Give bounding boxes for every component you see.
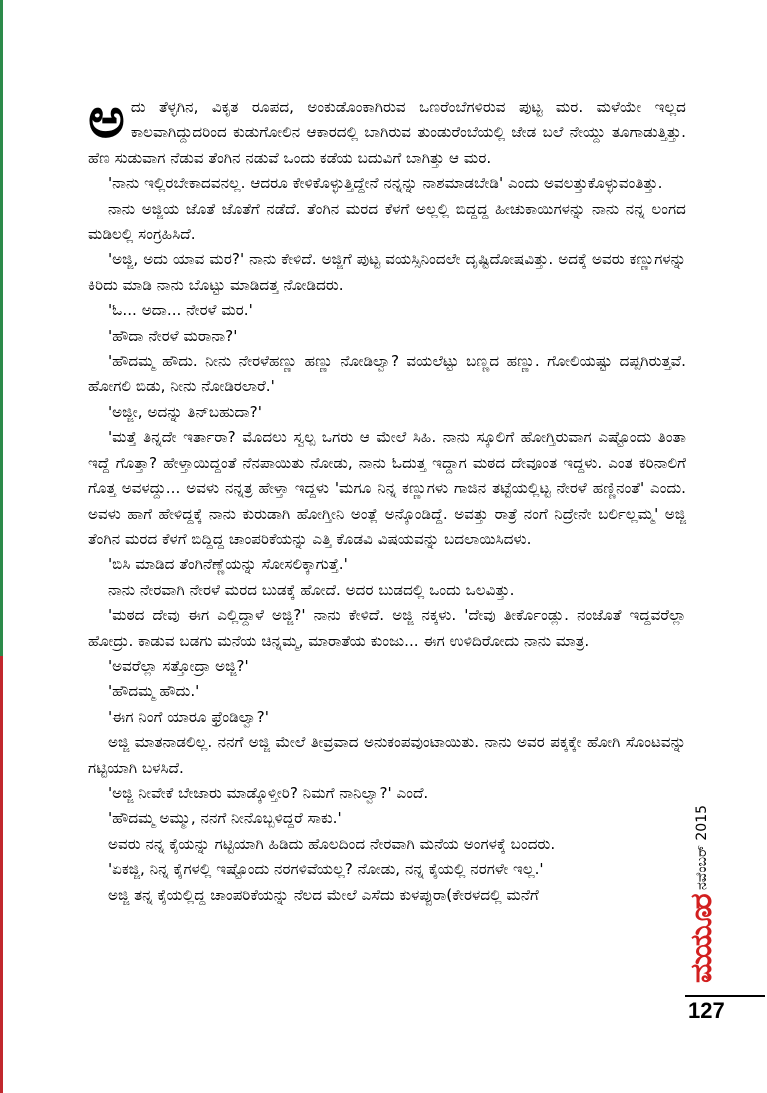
paragraph-6: 'ಹೌದಮ್ಮ ಹೌದು. ನೀನು ನೇರಳೆಹಣ್ಣು ಹಣ್ಣು ನೋಡಿಲ್ವಾ? ವಯಲೆಟ್ಟು ಬಣ್ಣದ ಹಣ್ಣು. ಗೋಲಿಯಷ್ಟು ದಪ್ಪಗಿರುತ್ತವೆ. ಹೋಗಲಿ ಬಿಡು, ನೀನು ನೋಡಿರಲಾರೆ.': [88, 352, 686, 396]
paragraph-4: 'ಓ... ಅದಾ... ನೇರಳೆ ಮರ.': [108, 301, 253, 320]
paragraph-7: 'ಅಜ್ಜೀ, ಅದನ್ನು ತಿನ್‌ಬಹುದಾ?': [108, 402, 262, 421]
magazine-sidebar: [684, 770, 760, 1000]
issue-month: ನವೆಂಬರ್ 2015: [694, 804, 710, 890]
paragraph-10: ನಾನು ನೇರವಾಗಿ ನೇರಳೆ ಮರದ ಬುಡಕ್ಕೆ ಹೋದೆ. ಅದರ ಬುಡದಲ್ಲಿ ಒಂದು ಒಲವಿತ್ತು.: [108, 580, 515, 599]
page-edge-stripe: [0, 0, 3, 1093]
paragraph-19: 'ಏಕಜ್ಜಿ, ನಿನ್ನ ಕೈಗಳಲ್ಲಿ ಇಷ್ಟೊಂದು ನರಗಳಿವೆಯಲ್ಲ? ನೋಡು, ನನ್ನ ಕೈಯಲ್ಲಿ ನರಗಳೇ ಇಲ್ಲ.': [108, 860, 544, 879]
paragraph-5: 'ಹೌದಾ ನೇರಳೆ ಮರಾನಾ?': [108, 326, 238, 345]
paragraph-18: ಅವರು ನನ್ನ ಕೈಯನ್ನು ಗಟ್ಟಿಯಾಗಿ ಹಿಡಿದು ಹೊಲದಿಂದ ನೇರವಾಗಿ ಮನೆಯ ಅಂಗಳಕ್ಕೆ ಬಂದರು.: [108, 834, 556, 853]
paragraph-2: ನಾನು ಅಜ್ಜಿಯ ಜೊತೆ ಜೊತೆಗೆ ನಡೆದೆ. ತೆಂಗಿನ ಮರದ ಕೆಳಗೆ ಅಲ್ಲಲ್ಲಿ ಬಿದ್ದದ್ದ ಹೀಚುಕಾಯಿಗಳನ್ನು ನಾನು ನನ್ನ ಲಂಗದ ಮಡಿಲಲ್ಲಿ ಸಂಗ್ರಹಿಸಿದೆ.: [88, 199, 686, 244]
paragraph-16: 'ಅಜ್ಜಿ ನೀವೇಕೆ ಬೇಜಾರು ಮಾಡ್ಕೊಳ್ತೀರಿ? ನಿಮಗೆ ನಾನಿಲ್ವಾ?' ಎಂದೆ.: [108, 783, 429, 802]
paragraph-17: 'ಹೌದಮ್ಮ ಅಮ್ಮು, ನನಗೆ ನೀನೊಬ್ಬಳಿದ್ದರೆ ಸಾಕು.': [108, 809, 342, 828]
article-body: [88, 86, 686, 908]
drop-cap: ಅ: [88, 86, 125, 151]
page-number: 127: [688, 998, 725, 1023]
paragraph-14: 'ಈಗ ನಿಂಗೆ ಯಾರೂ ಫ್ರೆಂಡಿಲ್ವಾ?': [108, 707, 269, 726]
paragraph-8: 'ಮತ್ತೆ ತಿನ್ನದೇ ಇರ್ತಾರಾ? ಮೊದಲು ಸ್ವಲ್ಪ ಒಗರು ಆ ಮೇಲೆ ಸಿಹಿ. ನಾನು ಸ್ಕೂಲಿಗೆ ಹೋಗ್ತಿರುವಾಗ ಎಷ್ಟೊಂದು ತಿಂತಾ ಇದ್ದೆ ಗೊತ್ತಾ? ಹೇಳ್ತಾಯಿದ್ದಂತೆ ನೆನಪಾಯಿತು ನೋಡು, ನಾನು ಓದುತ್ತ ಇದ್ದಾಗ ಮಠದ ದೇವೂಂತ ಇದ್ದಳು. ಎಂತ ಕರಿನಾಲಿಗೆ ಗೊತ್ತ ಅವಳದ್ದು... ಅವಳು ನನ್ನತ್ರ ಹೇಳ್ತಾ ಇದ್ದಳು 'ಮಗೂ ನಿನ್ನ ಕಣ್ಣುಗಳು ಗಾಜಿನ ತಟ್ಟೆಯಲ್ಲಿಟ್ಟ ನೇರಳೆ ಹಣ್ಣಿನಂತೆ' ಎಂದು. ಅವಳು ಹಾಗೆ ಹೇಳಿದ್ದಕ್ಕೆ ನಾನು ಕುರುಡಾಗಿ ಹೋಗ್ತೀನಿ ಅಂತ್ಲೆ ಅನ್ಕೊಂಡಿದ್ದೆ. ಅವತ್ತು ರಾತ್ರೆ ನಂಗೆ ನಿದ್ರೇನೇ ಬರ್ಲಿಲ್ಲಮ್ಮ' ಅಜ್ಜಿ ತೆಂಗಿನ ಮರದ ಕೆಳಗೆ ಬಿದ್ದಿದ್ದ ಚಾಂಪರಿಕೆಯನ್ನು ಎತ್ತಿ ಕೊಡವಿ ವಿಷಯವನ್ನು ಬದಲಾಯಿಸಿದಳು.: [88, 428, 686, 548]
paragraph-20: ಅಜ್ಜಿ ತನ್ನ ಕೈಯಲ್ಲಿದ್ದ ಚಾಂಪರಿಕೆಯನ್ನು ನೆಲದ ಮೇಲೆ ಎಸೆದು ಕುಳಪ್ಪುರಾ(ಕೇರಳದಲ್ಲಿ ಮನೆಗೆ: [108, 885, 539, 904]
magazine-logo: ಮಯೂರ: [684, 896, 719, 984]
paragraph-1: 'ನಾನು ಇಲ್ಲಿರಬೇಕಾದವನಲ್ಲ. ಆದರೂ ಕೇಳಿಕೊಳ್ಳುತ್ತಿದ್ದೇನೆ ನನ್ನನ್ನು ನಾಶಮಾಡಬೇಡಿ' ಎಂದು ಅವಲತ್ತುಕೊಳ್ಳುವಂತಿತ್ತು.: [108, 174, 663, 193]
paragraph-13: 'ಹೌದಮ್ಮ ಹೌದು.': [108, 682, 200, 701]
paragraph-15: ಅಜ್ಜಿ ಮಾತನಾಡಲಿಲ್ಲ. ನನಗೆ ಅಜ್ಜಿ ಮೇಲೆ ತೀವ್ರವಾದ ಅನುಕಂಪವುಂಟಾಯಿತು. ನಾನು ಅವರ ಪಕ್ಕಕ್ಕೇ ಹೋಗಿ ಸೊಂಟವನ್ನು ಗಟ್ಟಿಯಾಗಿ ಬಳಸಿದೆ.: [88, 733, 686, 777]
paragraph-11: 'ಮಠದ ದೇವು ಈಗ ಎಲ್ಲಿದ್ದಾಳೆ ಅಜ್ಜಿ?' ನಾನು ಕೇಳಿದೆ. ಅಜ್ಜಿ ನಕ್ಕಳು. 'ದೇವು ತೀರ್ಕೊಂಡ್ಲು. ನಂಜೊತೆ ಇದ್ದವರೆಲ್ಲಾ ಹೋದ್ರು. ಕಾಡುವ ಬಡಗು ಮನೆಯ ಚಿನ್ನಮ್ಮ, ಮಾರಾತೆಯ ಕುಂಜು... ಈಗ ಉಳಿದಿರೋದು ನಾನು ಮಾತ್ರ.: [88, 606, 686, 650]
paragraph-9: 'ಬಿಸಿ ಮಾಡಿದ ತೆಂಗಿನೆಣ್ಣೆಯನ್ನು ಸೋಸಲಿಕ್ಕಾಗುತ್ತೆ.': [108, 555, 348, 574]
paragraph-3: 'ಅಜ್ಜಿ, ಅದು ಯಾವ ಮರ?' ನಾನು ಕೇಳಿದೆ. ಅಜ್ಜಿಗೆ ಪುಟ್ಟ ವಯಸ್ಸಿನಿಂದಲೇ ದೃಷ್ಟಿದೋಷವಿತ್ತು. ಅದಕ್ಕೆ ಅವರು ಕಣ್ಣುಗಳನ್ನು ಕಿರಿದು ಮಾಡಿ ನಾನು ಬೊಟ್ಟು ಮಾಡಿದತ್ತ ನೋಡಿದರು.: [88, 250, 686, 294]
paragraph-12: 'ಅವರೆಲ್ಲಾ ಸತ್ತೋದ್ರಾ ಅಜ್ಜಿ?': [108, 656, 249, 675]
paragraph-0: ಅದು ತೆಳ್ಳಗಿನ, ವಿಕೃತ ರೂಪದ, ಅಂಕುಡೊಂಕಾಗಿರುವ ಒಣರೆಂಬೆಗಳಿರುವ ಪುಟ್ಟ ಮರ. ಮಳೆಯೇ ಇಲ್ಲದ ಕಾಲವಾಗಿದ್ದುದರಿಂದ ಕುಡುಗೋಲಿನ ಆಕಾರದಲ್ಲಿ ಬಾಗಿರುವ ತುಂಡುರೆಂಬೆಯಲ್ಲಿ ಜೇಡ ಬಲೆ ನೇಯ್ದು ತೂಗಾಡುತ್ತಿತ್ತು. ಹೆಣ ಸುಡುವಾಗ ನೆಡುವ ತೆಂಗಿನ ನಡುವೆ ಒಂದು ಕಡೆಯ ಬದುವಿಗೆ ಬಾಗಿತ್ತು ಆ ಮರ.: [88, 86, 686, 167]
page-number-rule: [685, 995, 765, 997]
